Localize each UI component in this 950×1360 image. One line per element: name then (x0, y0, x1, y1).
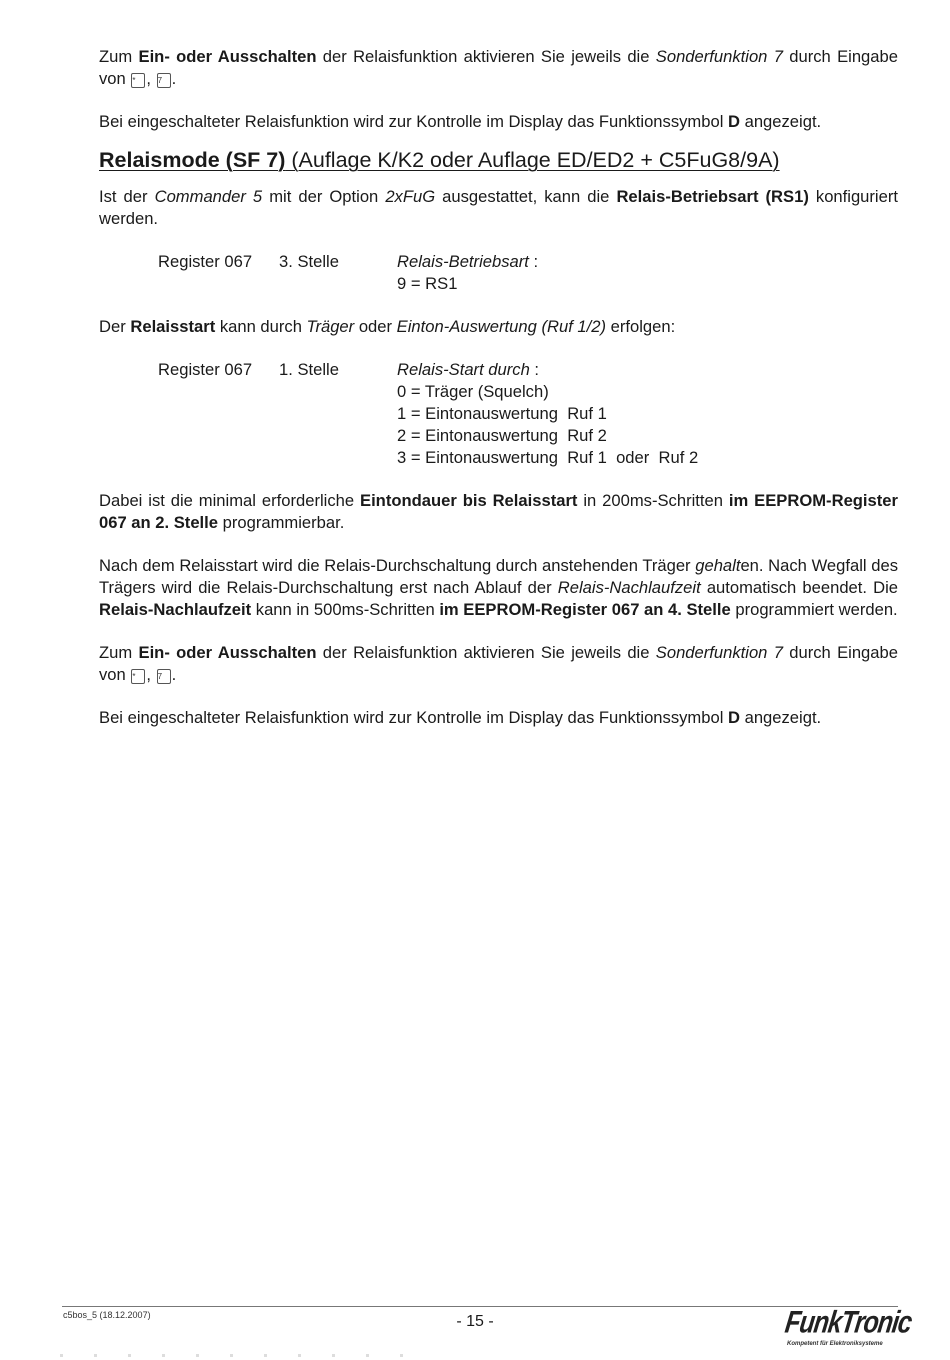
register-relais-start: Register 067 1. Stelle Relais-Start durch : 0 = Träger (Squelch) 1 = Eintonauswertung Ruf 1 2 = Eintonauswertung Ruf 2 3 = Eintonauswertung Ruf 1 oder Ruf 2 (158, 360, 699, 467)
register-value: 2 = Eintonauswertung Ruf 2 (397, 426, 607, 445)
stelle-label: 3. Stelle (279, 252, 339, 271)
display-paragraph-2: Bei eingeschalteter Relaisfunktion wird zur Kontrolle im Display das Funktionssymbol D angezeigt. (99, 708, 822, 727)
page-number: - 15 - (456, 1313, 494, 1330)
logo-wordmark: FunkTronic (783, 1305, 914, 1340)
register-betriebsart: Register 067 3. Stelle Relais-Betriebsart : 9 = RS1 (158, 252, 539, 293)
footer-divider (62, 1306, 898, 1307)
logo-tagline: Kompetent für Elektroniksysteme (787, 1341, 883, 1347)
stelle-label: 1. Stelle (279, 360, 339, 379)
scan-artifact (60, 1354, 420, 1357)
seven-key-icon: 7 (157, 669, 171, 684)
page-content (99, 46, 898, 729)
relaisstart-paragraph: Der Relaisstart kann durch Träger oder Einton-Auswertung (Ruf 1/2) erfolgen: (99, 317, 676, 336)
register-value: 0 = Träger (Squelch) (397, 382, 549, 401)
register-value: 3 = Eintonauswertung Ruf 1 oder Ruf 2 (397, 448, 699, 467)
section-heading: Relaismode (SF 7) (Auflage K/K2 oder Auflage ED/ED2 + C5FuG8/9A) (99, 148, 780, 172)
nachlauf-paragraph: Nach dem Relaisstart wird die Relais-Durchschaltung durch anstehenden Träger gehalten. Nach Wegfall des Trägers wird die Relais-Durchschaltung erst nach Ablauf der Relais-Nachlaufzeit automatisch beendet. Die Relais-Nachlaufzeit kann in 500ms-Schritten im EEPROM-Register 067 an 4. Stelle programmiert werden. (99, 556, 899, 619)
register-value: 1 = Eintonauswertung Ruf 1 (397, 404, 607, 423)
document-id: c5bos_5 (18.12.2007) (63, 1310, 151, 1320)
switch-paragraph-1: Zum Ein- oder Ausschalten der Relaisfunktion aktivieren Sie jeweils die Sonderfunktion 7 durch Eingabe von * , 7 . (99, 47, 898, 88)
eintondauer-paragraph: Dabei ist die minimal erforderliche Eintondauer bis Relaisstart in 200ms-Schritten im EEPROM-Register 067 an 2. Stelle programmierbar. (99, 491, 898, 532)
switch-paragraph-2: Zum Ein- oder Ausschalten der Relaisfunktion aktivieren Sie jeweils die Sonderfunktion 7 durch Eingabe von * , 7 . (99, 643, 898, 684)
register-label: Register 067 (158, 252, 253, 271)
display-paragraph-1: Bei eingeschalteter Relaisfunktion wird zur Kontrolle im Display das Funktionssymbol D angezeigt. (99, 112, 822, 131)
intro-paragraph: Ist der Commander 5 mit der Option 2xFuG ausgestattet, kann die Relais-Betriebsart (RS1) konfiguriert werden. (99, 187, 898, 228)
star-key-icon: * (131, 669, 145, 684)
register-label: Register 067 (158, 360, 253, 379)
funktronic-logo (783, 1305, 914, 1350)
star-key-icon: * (131, 73, 145, 88)
seven-key-icon: 7 (157, 73, 171, 88)
register-value: 9 = RS1 (397, 274, 458, 293)
